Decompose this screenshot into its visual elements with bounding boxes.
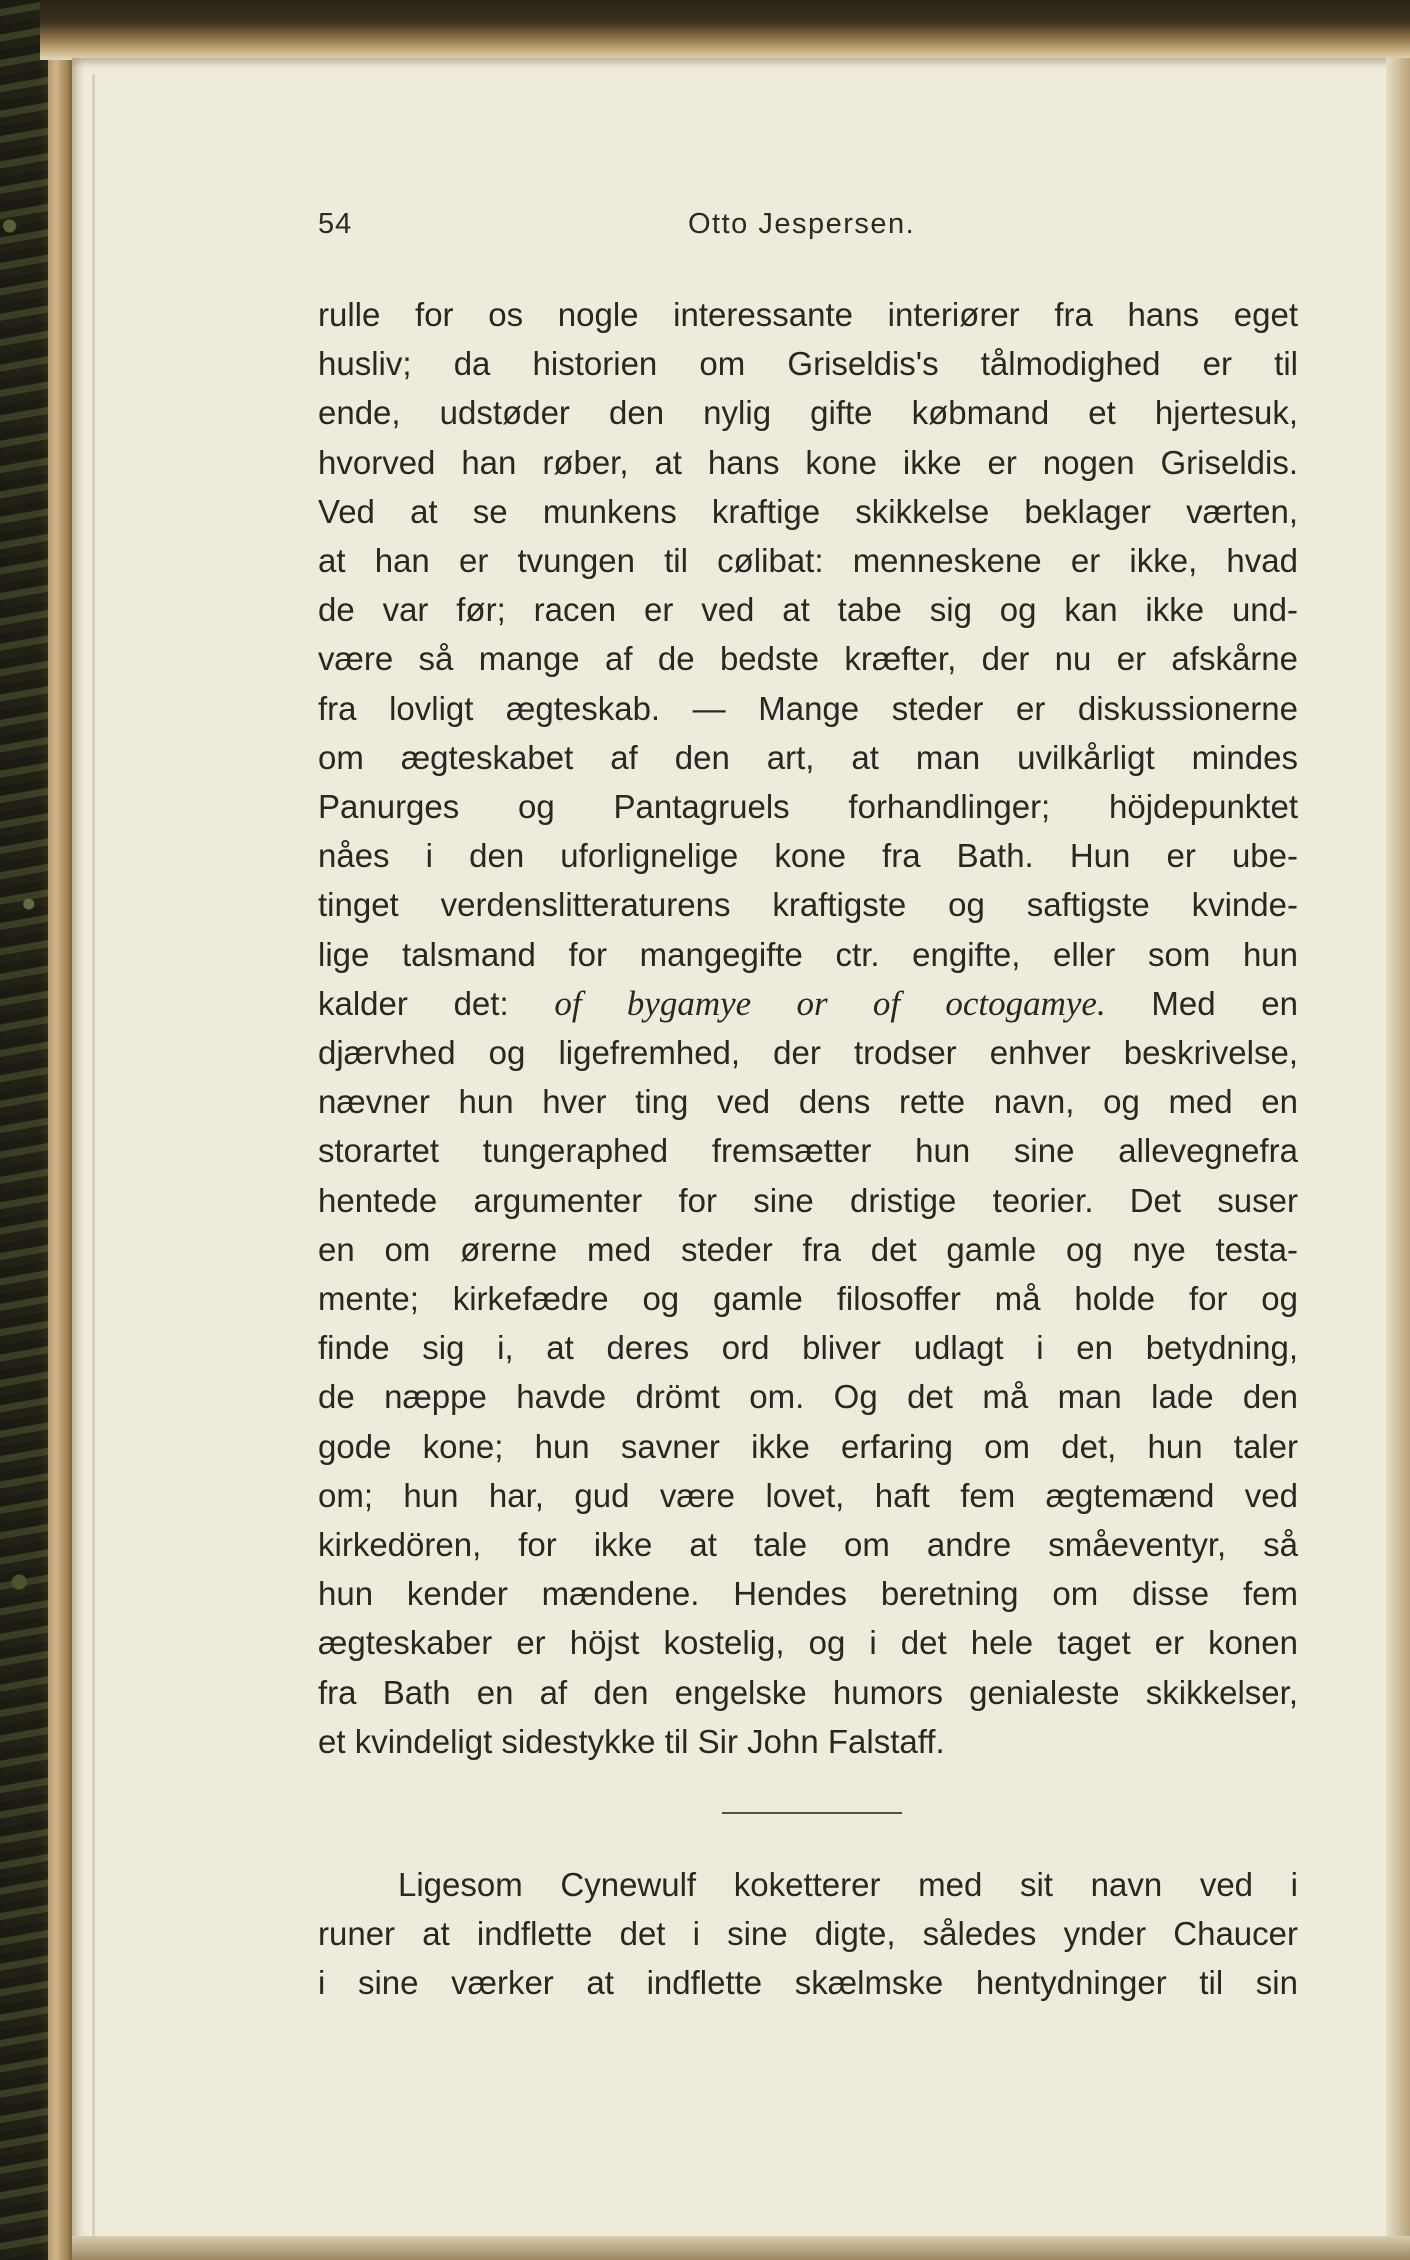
text-line: at han er tvungen til cølibat: menneskene er ikke, hvad xyxy=(318,542,1298,580)
section-separator xyxy=(722,1812,902,1814)
text-line: i sine værker at indflette skælmske hentydninger til sin xyxy=(318,1964,1298,2002)
text-line: hentede argumenter for sine dristige teorier. Det suser xyxy=(318,1181,1298,1219)
text-line: husliv; da historien om Griseldis's tålmodighed er til xyxy=(318,345,1298,383)
text-line: rulle for os nogle interessante interiører fra hans eget xyxy=(318,296,1298,333)
body-text-continued xyxy=(318,1860,1298,2008)
page-top-edge xyxy=(40,0,1410,60)
text-line: lige talsmand for mangegifte ctr. engifte, eller som hun xyxy=(318,935,1298,973)
text-line: gode kone; hun savner ikke erfaring om det, hun taler xyxy=(318,1427,1298,1465)
text-line: Ved at se munkens kraftige skikkelse beklager værten, xyxy=(318,492,1298,530)
text-line: være så mange af de bedste kræfter, der nu er afskårne xyxy=(318,640,1298,678)
text-line: finde sig i, at deres ord bliver udlagt i en betydning, xyxy=(318,1329,1298,1367)
text-line: djærvhed og ligefremhed, der trodser enhver beskrivelse, xyxy=(318,1034,1298,1072)
page-bottom-edge xyxy=(72,2236,1410,2260)
text-line: hvorved han røber, at hans kone ikke er nogen Griseldis. xyxy=(318,443,1298,481)
text-line: Ligesom Cynewulf koketterer med sit navn ved i xyxy=(398,1866,1298,1903)
text-line: mente; kirkefædre og gamle filosoffer må holde for og xyxy=(318,1280,1298,1318)
text-segment: kalder det: xyxy=(318,984,509,1022)
text-line: et kvindeligt sidestykke til Sir John Falstaff. xyxy=(318,1722,945,1760)
book-binding xyxy=(0,0,48,2260)
gutter-fold xyxy=(92,74,95,2260)
page-number: 54 xyxy=(318,208,353,240)
text-line: nævner hun hver ting ved dens rette navn, og med en xyxy=(318,1083,1298,1121)
text-line: ægteskaber er höjst kostelig, og i det hele taget er konen xyxy=(318,1624,1298,1662)
page-header xyxy=(318,208,1298,258)
italic-quote: of bygamye or of octogamye. xyxy=(554,983,1106,1023)
text-line: Panurges og Pantagruels forhandlinger; höjdepunktet xyxy=(318,788,1298,826)
text-line: tinget verdenslitteraturens kraftigste og saftigste kvinde- xyxy=(318,886,1298,924)
page-right-edge xyxy=(1386,58,1410,2260)
text-line: de var før; racen er ved at tabe sig og kan ikke und- xyxy=(318,591,1298,629)
text-line: fra lovligt ægteskab. — Mange steder er diskussionerne xyxy=(318,689,1298,727)
body-text xyxy=(318,290,1298,1766)
text-line: storartet tungeraphed fremsætter hun sine allevegnefra xyxy=(318,1132,1298,1170)
running-head: Otto Jespersen. xyxy=(688,208,916,240)
text-segment: Med en xyxy=(1151,984,1299,1022)
paragraph-1 xyxy=(318,290,1298,1766)
text-line: om ægteskabet af den art, at man uvilkårligt mindes xyxy=(318,738,1298,776)
text-line: hun kender mændene. Hendes beretning om disse fem xyxy=(318,1575,1298,1613)
text-line-with-quote xyxy=(318,979,1298,1028)
text-line: runer at indflette det i sine digte, således ynder Chaucer xyxy=(318,1915,1298,1953)
text-line: de næppe havde drömt om. Og det må man lade den xyxy=(318,1378,1298,1416)
text-line: nåes i den uforlignelige kone fra Bath. Hun er ube- xyxy=(318,837,1298,875)
text-line: ende, udstøder den nylig gifte købmand et hjertesuk, xyxy=(318,394,1298,432)
text-line: om; hun har, gud være lovet, haft fem ægtemænd ved xyxy=(318,1476,1298,1514)
text-line: en om ørerne med steder fra det gamle og nye testa- xyxy=(318,1230,1298,1268)
paragraph-2 xyxy=(318,1860,1298,2008)
text-line: fra Bath en af den engelske humors genialeste skikkelser, xyxy=(318,1673,1298,1711)
text-line: kirkedören, for ikke at tale om andre småeventyr, så xyxy=(318,1526,1298,1564)
